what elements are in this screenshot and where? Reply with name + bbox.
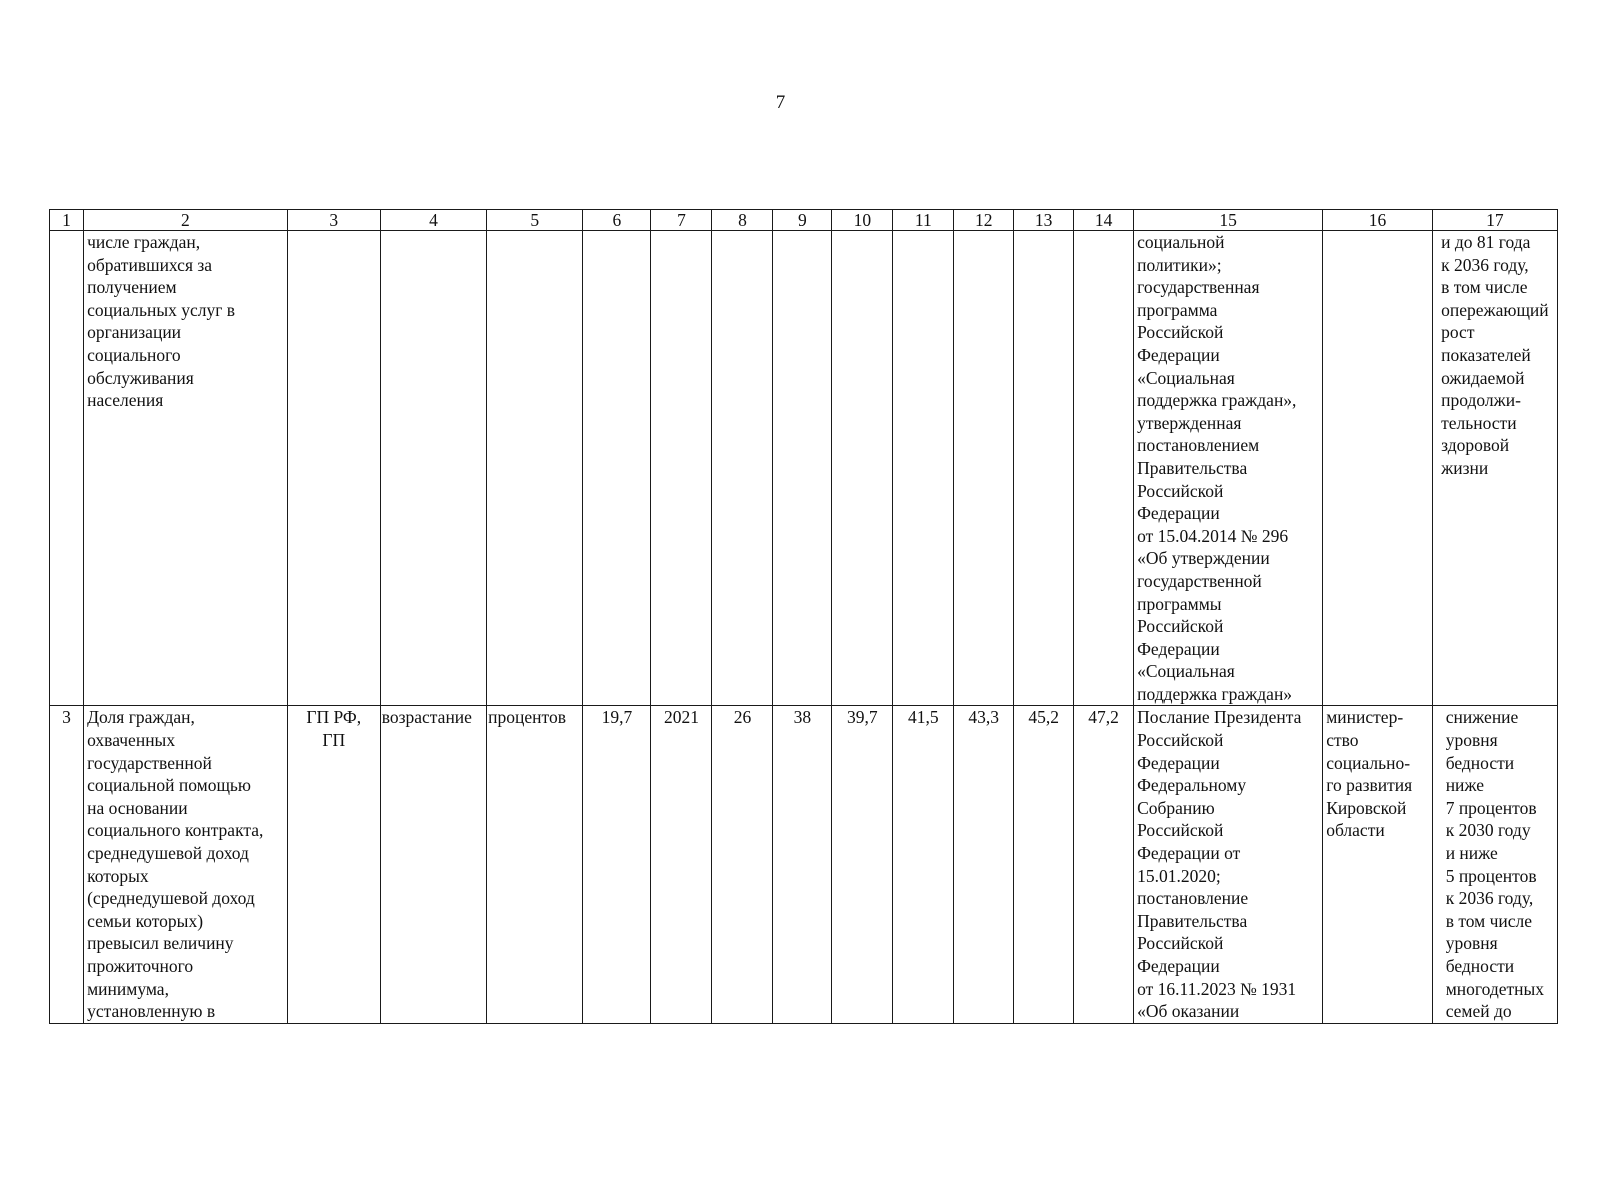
base-value-cell: 19,7 bbox=[583, 706, 651, 1023]
header-cell: 1 bbox=[50, 210, 84, 231]
header-cell: 5 bbox=[487, 210, 583, 231]
column-number-row bbox=[50, 210, 1558, 231]
basis-document-cell bbox=[1134, 231, 1323, 706]
table-cell bbox=[651, 231, 712, 706]
table-cell bbox=[287, 231, 380, 706]
indicator-level-cell bbox=[287, 706, 380, 1023]
table-cell bbox=[487, 231, 583, 706]
table-cell bbox=[954, 231, 1014, 706]
header-cell: 15 bbox=[1134, 210, 1323, 231]
table-cell bbox=[893, 231, 954, 706]
national-goal-cell bbox=[1432, 706, 1557, 1023]
indicator-name: числе граждан, обратившихся за получением социальных услуг в организации социального обслуживания населения bbox=[87, 232, 236, 411]
national-goal-cell bbox=[1432, 231, 1557, 706]
header-cell: 2 bbox=[84, 210, 288, 231]
value-cell: 45,2 bbox=[1014, 706, 1074, 1023]
table-cell bbox=[50, 231, 84, 706]
page-number: 7 bbox=[775, 92, 786, 113]
header-cell: 16 bbox=[1323, 210, 1433, 231]
unit-cell: процентов bbox=[487, 706, 583, 1023]
responsible-cell bbox=[1323, 706, 1433, 1023]
table-row bbox=[50, 706, 1558, 1023]
indicators-table bbox=[49, 209, 1558, 1024]
table-cell bbox=[1014, 231, 1074, 706]
base-year-cell: 2021 bbox=[651, 706, 712, 1023]
responsible-text: министер- ство социально- го развития Кировской области bbox=[1326, 707, 1413, 841]
value-cell: 26 bbox=[712, 706, 773, 1023]
basis-document-cell bbox=[1134, 706, 1323, 1023]
value-cell: 39,7 bbox=[832, 706, 893, 1023]
indicator-name-cell bbox=[84, 231, 288, 706]
header-cell: 8 bbox=[712, 210, 773, 231]
basis-document-text: социальной политики»; государственная программа Российской Федерации «Социальная поддержка граждан», утвержденная постановлением Правительства Российской Федерации от 15.04.2014 № 296 «Об утверждении государственной программы Российской Федерации «Социальная поддержка граждан» bbox=[1137, 232, 1297, 704]
table-cell bbox=[583, 231, 651, 706]
table-cell bbox=[380, 231, 486, 706]
table-cell bbox=[712, 231, 773, 706]
table-cell bbox=[1323, 231, 1433, 706]
value-cell: 43,3 bbox=[954, 706, 1014, 1023]
indicator-name-cell bbox=[84, 706, 288, 1023]
indicator-level: ГП РФ, ГП bbox=[306, 707, 362, 751]
header-cell: 6 bbox=[583, 210, 651, 231]
value-cell: 38 bbox=[773, 706, 832, 1023]
header-cell: 9 bbox=[773, 210, 832, 231]
value-cell: 41,5 bbox=[893, 706, 954, 1023]
header-cell: 11 bbox=[893, 210, 954, 231]
header-cell: 4 bbox=[380, 210, 486, 231]
header-cell: 3 bbox=[287, 210, 380, 231]
table-row bbox=[50, 231, 1558, 706]
indicator-name: Доля граждан, охваченных государственной социальной помощью на основании социального контракта, среднедушевой доход которых (среднедушевой доход семьи которых) превысил величину прожиточного минимума, установленную в bbox=[87, 707, 264, 1022]
row-number-cell: 3 bbox=[50, 706, 84, 1023]
table-cell bbox=[1074, 231, 1134, 706]
header-cell: 13 bbox=[1014, 210, 1074, 231]
header-cell: 12 bbox=[954, 210, 1014, 231]
header-cell: 10 bbox=[832, 210, 893, 231]
national-goal-text: и до 81 года к 2036 году, в том числе опережающий рост показателей ожидаемой продолжи- тельности здоровой жизни bbox=[1441, 232, 1549, 478]
table-cell bbox=[832, 231, 893, 706]
table-cell bbox=[773, 231, 832, 706]
basis-document-text: Послание Президента Российской Федерации Федеральному Собранию Российской Федерации от 15.01.2020; постановление Правительства Российской Федерации от 16.11.2023 № 1931 «Об оказании bbox=[1137, 707, 1302, 1022]
header-cell: 7 bbox=[651, 210, 712, 231]
national-goal-text: снижение уровня бедности ниже 7 процентов к 2030 году и ниже 5 процентов к 2036 году, в том числе уровня бедности многодетных семей до bbox=[1445, 707, 1545, 1022]
header-cell: 14 bbox=[1074, 210, 1134, 231]
trend-cell: возрастание bbox=[380, 706, 486, 1023]
header-cell: 17 bbox=[1432, 210, 1557, 231]
value-cell: 47,2 bbox=[1074, 706, 1134, 1023]
